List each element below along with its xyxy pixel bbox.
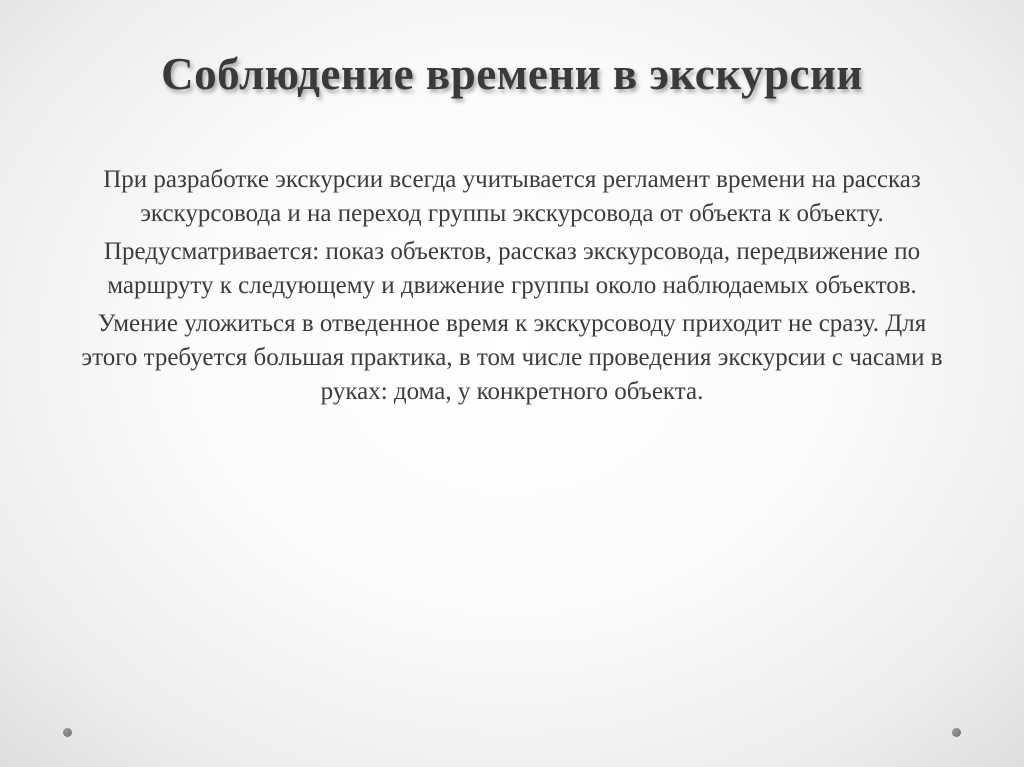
paragraph-provisions: Предусматривается: показ объектов, рассказ экскурсовода, передвижение по маршруту к следующему и движение группы около наблюдаемых объектов.: [103, 238, 921, 299]
slide-body: [80, 163, 944, 413]
paragraph-skill: Умение уложиться в отведенное время к экскурсоводу приходит не сразу. Для этого требуется большая практика, в том числе проведения экскурсии с часами в руках: дома, у конкретного объекта.: [81, 310, 943, 405]
paragraph-time-regulation: При разработке экскурсии всегда учитывается регламент времени на рассказ экскурсовода и на переход группы экскурсовода от объекта к объекту.: [103, 166, 921, 227]
slide-title: Соблюдение времени в экскурсии: [161, 49, 863, 99]
decorative-dot-right-icon: [952, 728, 961, 737]
decorative-dot-left-icon: [63, 728, 72, 737]
